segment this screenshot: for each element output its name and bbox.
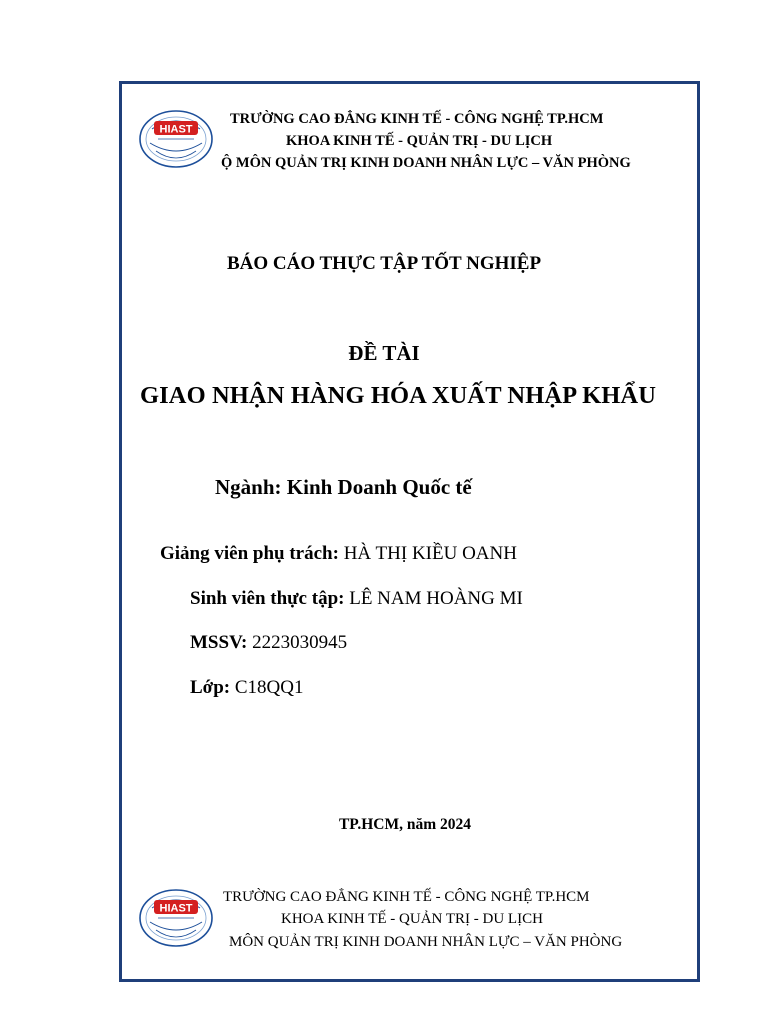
topic-title: GIAO NHẬN HÀNG HÓA XUẤT NHẬP KHẨU <box>140 382 657 409</box>
topic-label: ĐỀ TÀI <box>348 341 420 365</box>
faculty-name-bottom: KHOA KINH TẾ - QUẢN TRỊ - DU LỊCH <box>281 911 543 927</box>
lecturer-label: Giảng viên phụ trách: <box>160 543 339 564</box>
student-id-line <box>190 632 347 654</box>
student-value: LÊ NAM HOÀNG MI <box>349 588 523 609</box>
major-value: Kinh Doanh Quốc tế <box>286 475 472 499</box>
report-title: BÁO CÁO THỰC TẬP TỐT NGHIỆP <box>226 253 542 274</box>
student-id-value: 2223030945 <box>252 632 348 653</box>
place-year: TP.HCM, năm 2024 <box>338 816 472 833</box>
logo-text: HIAST <box>159 123 193 136</box>
major-line <box>215 475 472 500</box>
school-name-bottom: TRƯỜNG CAO ĐẲNG KINH TẾ - CÔNG NGHỆ TP.HCM <box>223 889 590 905</box>
lecturer-line <box>160 543 517 565</box>
page-frame <box>119 81 700 982</box>
major-label: Ngành: <box>215 475 282 499</box>
department-name-top: Ộ MÔN QUẢN TRỊ KINH DOANH NHÂN LỰC – VĂN PHÒNG <box>221 155 631 171</box>
student-label: Sinh viên thực tập: <box>190 588 345 609</box>
faculty-name-top: KHOA KINH TẾ - QUẢN TRỊ - DU LỊCH <box>286 133 553 149</box>
hiast-logo-icon <box>138 109 214 169</box>
class-value: C18QQ1 <box>234 677 304 698</box>
hiast-logo-bottom-graphic <box>138 888 214 948</box>
lecturer-value: HÀ THỊ KIỀU OANH <box>343 543 517 564</box>
student-line <box>190 588 523 610</box>
student-id-label: MSSV: <box>190 632 248 653</box>
logo-bottom-text: HIAST <box>159 902 193 915</box>
class-line <box>190 677 303 699</box>
class-label: Lớp: <box>190 677 231 698</box>
hiast-logo-bottom-icon <box>138 888 214 948</box>
hiast-logo-graphic <box>138 109 214 169</box>
school-name-top: TRƯỜNG CAO ĐẲNG KINH TẾ - CÔNG NGHỆ TP.HCM <box>230 111 604 127</box>
department-name-bottom: MÔN QUẢN TRỊ KINH DOANH NHÂN LỰC – VĂN PHÒNG <box>229 934 623 950</box>
